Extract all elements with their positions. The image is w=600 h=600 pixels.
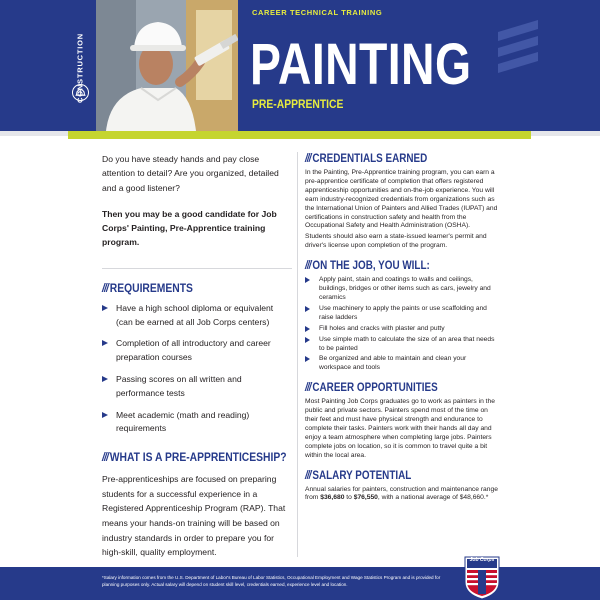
list-item: Passing scores on all written and performance tests xyxy=(102,373,292,401)
list-item: Fill holes and cracks with plaster and putty xyxy=(305,325,500,334)
painter-photo xyxy=(96,0,238,131)
list-item: Use machinery to apply the paints or use scaffolding and raise ladders xyxy=(305,305,500,323)
salary-high: $76,550 xyxy=(353,494,378,502)
career-body: Most Painting Job Corps graduates go to work as painters in the public and private sectors. Painters spend most of the time on their feet and must have physical strength and endurance to complete their tasks. Painters work with their hands all day and enjoy a team atmosphere when completing large jobs. Painters complete jobs on location, so it is common to travel quite a bit within the local area. xyxy=(305,398,495,459)
credentials-body: In the Painting, Pre-Apprentice training program, you can earn a pre-apprentice certificate of completion that offers registered apprenticeship opportunities and on-the-job experience. You will earn industry-recognized credentials from organizations such as the International Union of Painters and Allied Trades (IUPAT) and certifications in construction safety and health from the Occupational Safety and Health Administration (OSHA). xyxy=(305,169,498,230)
bullet-icon xyxy=(305,277,310,283)
eyebrow-label: CAREER TECHNICAL TRAINING xyxy=(252,8,383,17)
left-column xyxy=(102,152,292,560)
page-title: PAINTING xyxy=(250,32,472,97)
right-column xyxy=(305,152,500,503)
salary-body: Annual salaries for painters, construction and maintenance range from $36,680 to $76,550, with a national average of $48,660.* xyxy=(305,485,498,502)
category-label: CONSTRUCTION xyxy=(75,32,85,104)
pre-apprenticeship-body: Pre-apprenticeships are focused on preparing students for a successful experience in a Registered Apprenticeship Program (RAP). That means your hands-on training will be based on industry standards in order to prepare you for high-skill, quality employment. xyxy=(102,474,286,558)
logo-text: Job Corps xyxy=(469,557,495,563)
bullet-icon xyxy=(102,340,108,346)
career-heading: /// CAREER OPPORTUNITIES xyxy=(305,382,438,395)
bullet-icon xyxy=(305,337,310,343)
list-item: Apply paint, stain and coatings to walls and ceilings, buildings, bridges or other items such as cars, jewelry and ceramics xyxy=(305,276,500,303)
bullet-icon xyxy=(102,376,108,382)
bullet-icon xyxy=(102,412,108,418)
intro-question: Do you have steady hands and pay close attention to detail? Are you organized, detailed and a good listener? xyxy=(102,154,279,193)
hard-hat-icon xyxy=(72,84,89,101)
bullet-icon xyxy=(102,305,108,311)
list-item: Be organized and able to maintain and clean your workspace and tools xyxy=(305,355,500,373)
accent-bar xyxy=(68,131,531,139)
credentials-heading: /// CREDENTIALS EARNED xyxy=(305,153,428,165)
category-tab xyxy=(0,0,93,131)
list-item: Use simple math to calculate the size of an area that needs to be painted xyxy=(305,336,500,354)
salary-footnote: *Salary information comes from the U.S. Department of Labor's Bureau of Labor Statistics, Occupational Employment and Wage Statistics Program and is provided for planning purposes only. Actual salary will depend on student skill level, credentials earned, experience level and location. xyxy=(102,575,441,587)
intro-tagline: Then you may be a good candidate for Job Corps' Painting, Pre-Apprentice training program. xyxy=(102,208,277,248)
on-the-job-list xyxy=(305,276,500,373)
salary-low: $36,680 xyxy=(320,494,345,502)
salary-heading: /// SALARY POTENTIAL xyxy=(305,469,412,482)
requirements-heading: /// REQUIREMENTS xyxy=(102,280,193,295)
decorative-stripes xyxy=(488,20,538,80)
column-divider xyxy=(297,152,298,557)
bullet-icon xyxy=(305,356,310,362)
bullet-icon xyxy=(305,306,310,312)
requirements-list xyxy=(102,302,292,436)
section-divider xyxy=(102,268,292,269)
credentials-note: Students should also earn a state-issued learner's permit and driver's license upon completion of the program. xyxy=(305,233,487,250)
header-banner xyxy=(0,0,600,131)
bullet-icon xyxy=(305,326,310,332)
list-item: Have a high school diploma or equivalent (can be earned at all Job Corps centers) xyxy=(102,302,292,330)
list-item: Completion of all introductory and career preparation courses xyxy=(102,337,292,365)
list-item: Meet academic (math and reading) requirements xyxy=(102,409,292,437)
job-corps-logo xyxy=(464,556,500,600)
on-the-job-heading: /// ON THE JOB, YOU WILL: xyxy=(305,260,430,273)
pre-apprenticeship-heading: /// WHAT IS A PRE-APPRENTICESHIP? xyxy=(102,450,287,465)
page-subtitle: PRE-APPRENTICE xyxy=(252,99,344,111)
